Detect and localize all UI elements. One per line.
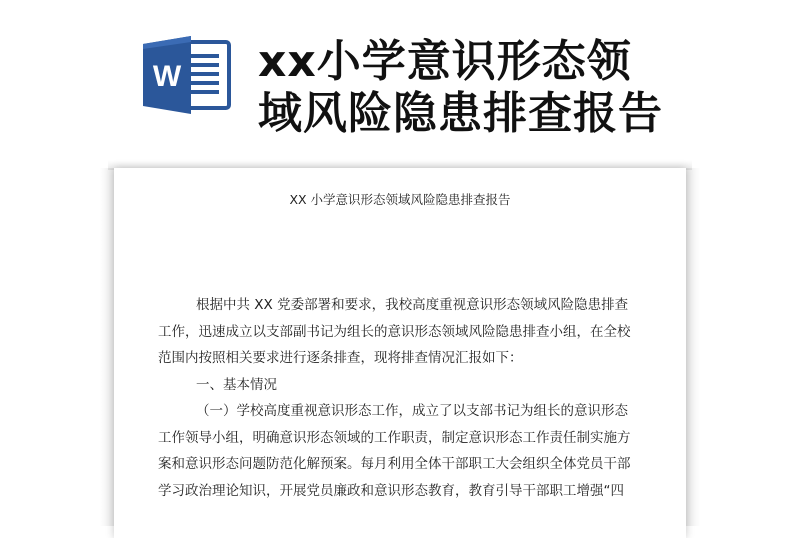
- document-body: [158, 292, 646, 504]
- body-line: （一）学校高度重视意识形态工作，成立了以支部书记为组长的意识形态: [196, 403, 628, 419]
- word-icon-letter: W: [152, 60, 182, 93]
- banner-title: [258, 36, 778, 140]
- body-line: 学习政治理论知识，开展党员廉政和意识形态教育，教育引导干部职工增强“四: [158, 482, 624, 499]
- body-line: 案和意识形态问题防范化解预案。每月利用全体干部职工大会组织全体党员干部: [158, 456, 631, 472]
- body-line: 范围内按照相关要求进行逐条排查，现将排查情况汇报如下：: [158, 350, 523, 366]
- body-line: 工作领导小组，明确意识形态领域的工作职责，制定意识形态工作责任制实施方: [158, 429, 631, 446]
- document-page: [114, 168, 686, 538]
- body-line: 工作，迅速成立以支部副书记为组长的意识形态领域风险隐患排查小组，在全校: [158, 323, 631, 340]
- banner-title-line-2: 域风险隐患排查报告: [258, 88, 663, 139]
- document-title: XX 小学意识形态领域风险隐患排查报告: [289, 192, 511, 207]
- section-heading: 一、基本情况: [196, 376, 277, 393]
- word-document-icon: [141, 34, 233, 116]
- page-shadow-right: [684, 168, 700, 526]
- banner-title-line-1: xx小学意识形态领: [258, 36, 632, 87]
- banner: [0, 0, 800, 150]
- body-line: 根据中共 XX 党委部署和要求，我校高度重视意识形态领域风险隐患排查: [196, 297, 629, 313]
